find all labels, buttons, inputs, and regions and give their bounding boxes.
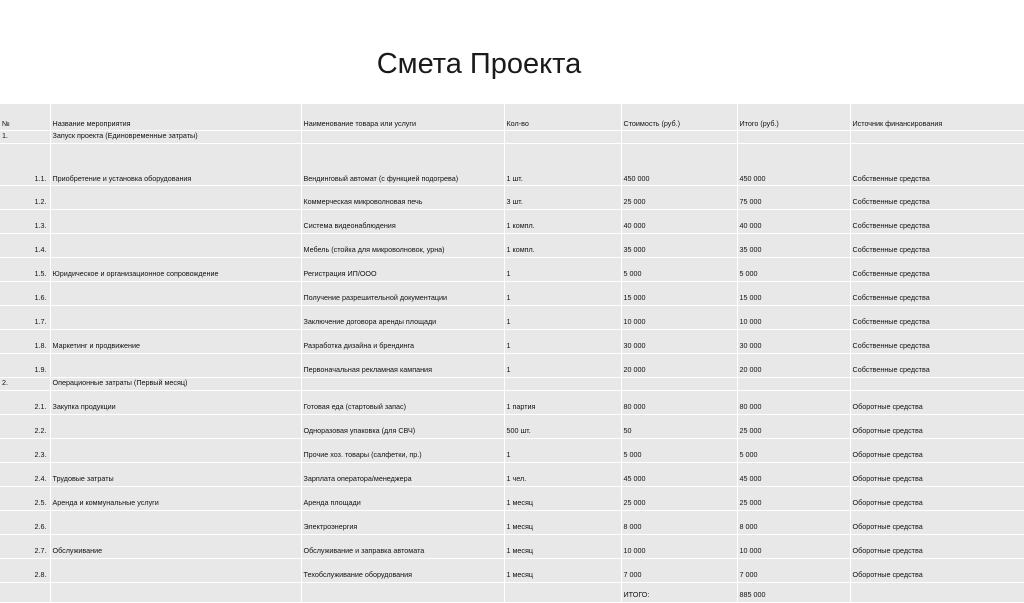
- cell-quantity: [504, 378, 621, 391]
- cell-item: [301, 131, 504, 144]
- cell-total: 10 000: [737, 535, 850, 559]
- table-row: [0, 144, 1024, 186]
- cell-event: [50, 415, 301, 439]
- cell-source: Оборотные средства: [850, 391, 1024, 415]
- table-row: [0, 511, 1024, 535]
- cell-source: Оборотные средства: [850, 487, 1024, 511]
- cell-price: 5 000: [621, 439, 737, 463]
- budget-table-body: [0, 104, 1024, 603]
- cell-price: 40 000: [621, 210, 737, 234]
- budget-table: [0, 104, 1024, 603]
- cell-total: 5 000: [737, 258, 850, 282]
- table-row: [0, 282, 1024, 306]
- table-row: [0, 354, 1024, 378]
- cell-total: [737, 378, 850, 391]
- cell-source: Оборотные средства: [850, 535, 1024, 559]
- cell-event: Аренда и коммунальные услуги: [50, 487, 301, 511]
- cell-event: Операционные затраты (Первый месяц): [50, 378, 301, 391]
- cell-number: 2.4.: [0, 463, 50, 487]
- cell-item: Регистрация ИП/ООО: [301, 258, 504, 282]
- table-row: [0, 439, 1024, 463]
- header-cell-item: Наименование товара или услуги: [301, 104, 504, 131]
- table-row: [0, 559, 1024, 583]
- cell-quantity: 3 шт.: [504, 186, 621, 210]
- cell-quantity: 1: [504, 282, 621, 306]
- cell-price: 450 000: [621, 144, 737, 186]
- cell-number: 1.: [0, 131, 50, 144]
- header-cell-source: Источник финансирования: [850, 104, 1024, 131]
- cell-event: [50, 210, 301, 234]
- cell-event: Обслуживание: [50, 535, 301, 559]
- cell-number: 2.8.: [0, 559, 50, 583]
- cell-number: 2.6.: [0, 511, 50, 535]
- table-row: [0, 186, 1024, 210]
- table-row: [0, 415, 1024, 439]
- cell-quantity: 1 месяц: [504, 535, 621, 559]
- cell-empty: [50, 583, 301, 603]
- cell-total: 15 000: [737, 282, 850, 306]
- cell-item: Зарплата оператора/менеджера: [301, 463, 504, 487]
- cell-price: 25 000: [621, 487, 737, 511]
- slide-title: Смета Проекта: [376, 48, 582, 80]
- cell-price: 45 000: [621, 463, 737, 487]
- cell-total: 35 000: [737, 234, 850, 258]
- cell-item: Одноразовая упаковка (для СВЧ): [301, 415, 504, 439]
- total-label: ИТОГО:: [621, 583, 737, 603]
- cell-event: [50, 354, 301, 378]
- table-row: [0, 131, 1024, 144]
- cell-quantity: 1 месяц: [504, 559, 621, 583]
- cell-number: 2.3.: [0, 439, 50, 463]
- cell-quantity: 1: [504, 306, 621, 330]
- table-row: [0, 330, 1024, 354]
- header-cell-number: №: [0, 104, 50, 131]
- header-cell-total: Итого (руб.): [737, 104, 850, 131]
- table-row: [0, 487, 1024, 511]
- cell-number: 1.8.: [0, 330, 50, 354]
- cell-item: Вендинговый автомат (с функцией подогрева): [301, 144, 504, 186]
- cell-total: 25 000: [737, 487, 850, 511]
- table-total-row: [0, 583, 1024, 603]
- cell-source: Собственные средства: [850, 186, 1024, 210]
- cell-event: Закупка продукции: [50, 391, 301, 415]
- cell-quantity: 1: [504, 354, 621, 378]
- cell-quantity: 1: [504, 258, 621, 282]
- cell-event: Маркетинг и продвижение: [50, 330, 301, 354]
- cell-number: 1.2.: [0, 186, 50, 210]
- cell-price: [621, 131, 737, 144]
- cell-item: Получение разрешительной документации: [301, 282, 504, 306]
- cell-number: 1.1.: [0, 144, 50, 186]
- cell-source: Собственные средства: [850, 258, 1024, 282]
- cell-item: Обслуживание и заправка автомата: [301, 535, 504, 559]
- cell-item: Мебель (стойка для микроволновок, урна): [301, 234, 504, 258]
- cell-source: Собственные средства: [850, 282, 1024, 306]
- cell-quantity: 1 чел.: [504, 463, 621, 487]
- cell-item: Техобслуживание оборудования: [301, 559, 504, 583]
- cell-event: [50, 511, 301, 535]
- cell-number: 2.: [0, 378, 50, 391]
- header-cell-event: Название мероприятия: [50, 104, 301, 131]
- cell-price: 35 000: [621, 234, 737, 258]
- cell-event: [50, 559, 301, 583]
- cell-price: 5 000: [621, 258, 737, 282]
- cell-event: Трудовые затраты: [50, 463, 301, 487]
- cell-item: [301, 378, 504, 391]
- cell-total: [737, 131, 850, 144]
- cell-source: Собственные средства: [850, 330, 1024, 354]
- cell-empty: [850, 583, 1024, 603]
- cell-event: [50, 439, 301, 463]
- cell-quantity: 1 шт.: [504, 144, 621, 186]
- cell-price: 25 000: [621, 186, 737, 210]
- cell-source: Собственные средства: [850, 354, 1024, 378]
- cell-source: Собственные средства: [850, 144, 1024, 186]
- cell-empty: [0, 583, 50, 603]
- cell-item: Готовая еда (стартовый запас): [301, 391, 504, 415]
- cell-price: 7 000: [621, 559, 737, 583]
- cell-price: 30 000: [621, 330, 737, 354]
- cell-price: 10 000: [621, 306, 737, 330]
- cell-event: Юридическое и организационное сопровождение: [50, 258, 301, 282]
- cell-quantity: 1 компл.: [504, 234, 621, 258]
- cell-price: 50: [621, 415, 737, 439]
- cell-source: [850, 378, 1024, 391]
- header-cell-quantity: Кол-во: [504, 104, 621, 131]
- cell-price: 80 000: [621, 391, 737, 415]
- cell-event: Запуск проекта (Единовременные затраты): [50, 131, 301, 144]
- cell-total: 5 000: [737, 439, 850, 463]
- cell-price: [621, 378, 737, 391]
- cell-total: 20 000: [737, 354, 850, 378]
- cell-quantity: 1 месяц: [504, 487, 621, 511]
- cell-price: 10 000: [621, 535, 737, 559]
- table-row: [0, 391, 1024, 415]
- cell-item: Система видеонаблюдения: [301, 210, 504, 234]
- cell-event: Приобретение и установка оборудования: [50, 144, 301, 186]
- cell-price: 8 000: [621, 511, 737, 535]
- cell-total: 8 000: [737, 511, 850, 535]
- cell-item: Электроэнергия: [301, 511, 504, 535]
- cell-source: Оборотные средства: [850, 415, 1024, 439]
- cell-item: Разработка дизайна и брендинга: [301, 330, 504, 354]
- cell-source: Оборотные средства: [850, 463, 1024, 487]
- total-value: 885 000: [737, 583, 850, 603]
- cell-item: Прочие хоз. товары (салфетки, пр.): [301, 439, 504, 463]
- cell-source: Собственные средства: [850, 306, 1024, 330]
- cell-quantity: 1: [504, 439, 621, 463]
- table-row: [0, 535, 1024, 559]
- cell-source: Оборотные средства: [850, 511, 1024, 535]
- cell-source: Собственные средства: [850, 234, 1024, 258]
- cell-price: 20 000: [621, 354, 737, 378]
- cell-quantity: 1: [504, 330, 621, 354]
- table-header-row: [0, 104, 1024, 131]
- table-row: [0, 378, 1024, 391]
- cell-quantity: 1 партия: [504, 391, 621, 415]
- cell-total: 80 000: [737, 391, 850, 415]
- cell-number: 1.3.: [0, 210, 50, 234]
- table-row: [0, 463, 1024, 487]
- table-row: [0, 234, 1024, 258]
- cell-total: 75 000: [737, 186, 850, 210]
- cell-event: [50, 186, 301, 210]
- cell-event: [50, 306, 301, 330]
- cell-total: 7 000: [737, 559, 850, 583]
- cell-price: 15 000: [621, 282, 737, 306]
- cell-source: [850, 131, 1024, 144]
- cell-total: 40 000: [737, 210, 850, 234]
- cell-item: Аренда площади: [301, 487, 504, 511]
- cell-source: Оборотные средства: [850, 439, 1024, 463]
- cell-number: 1.4.: [0, 234, 50, 258]
- cell-event: [50, 234, 301, 258]
- cell-total: 30 000: [737, 330, 850, 354]
- cell-number: 1.6.: [0, 282, 50, 306]
- cell-empty: [301, 583, 504, 603]
- cell-number: 1.9.: [0, 354, 50, 378]
- cell-quantity: 1 компл.: [504, 210, 621, 234]
- table-row: [0, 258, 1024, 282]
- cell-item: Коммерческая микроволновая печь: [301, 186, 504, 210]
- cell-total: 450 000: [737, 144, 850, 186]
- cell-number: 2.7.: [0, 535, 50, 559]
- cell-number: 1.5.: [0, 258, 50, 282]
- cell-item: Заключение договора аренды площади: [301, 306, 504, 330]
- cell-number: 2.1.: [0, 391, 50, 415]
- table-row: [0, 306, 1024, 330]
- cell-total: 25 000: [737, 415, 850, 439]
- header-cell-price: Стоимость (руб.): [621, 104, 737, 131]
- table-row: [0, 210, 1024, 234]
- cell-total: 10 000: [737, 306, 850, 330]
- cell-item: Первоначальная рекламная кампания: [301, 354, 504, 378]
- cell-source: Оборотные средства: [850, 559, 1024, 583]
- cell-quantity: 500 шт.: [504, 415, 621, 439]
- cell-number: 2.5.: [0, 487, 50, 511]
- cell-quantity: 1 месяц: [504, 511, 621, 535]
- cell-event: [50, 282, 301, 306]
- cell-number: 2.2.: [0, 415, 50, 439]
- cell-quantity: [504, 131, 621, 144]
- cell-number: 1.7.: [0, 306, 50, 330]
- cell-total: 45 000: [737, 463, 850, 487]
- cell-empty: [504, 583, 621, 603]
- cell-source: Собственные средства: [850, 210, 1024, 234]
